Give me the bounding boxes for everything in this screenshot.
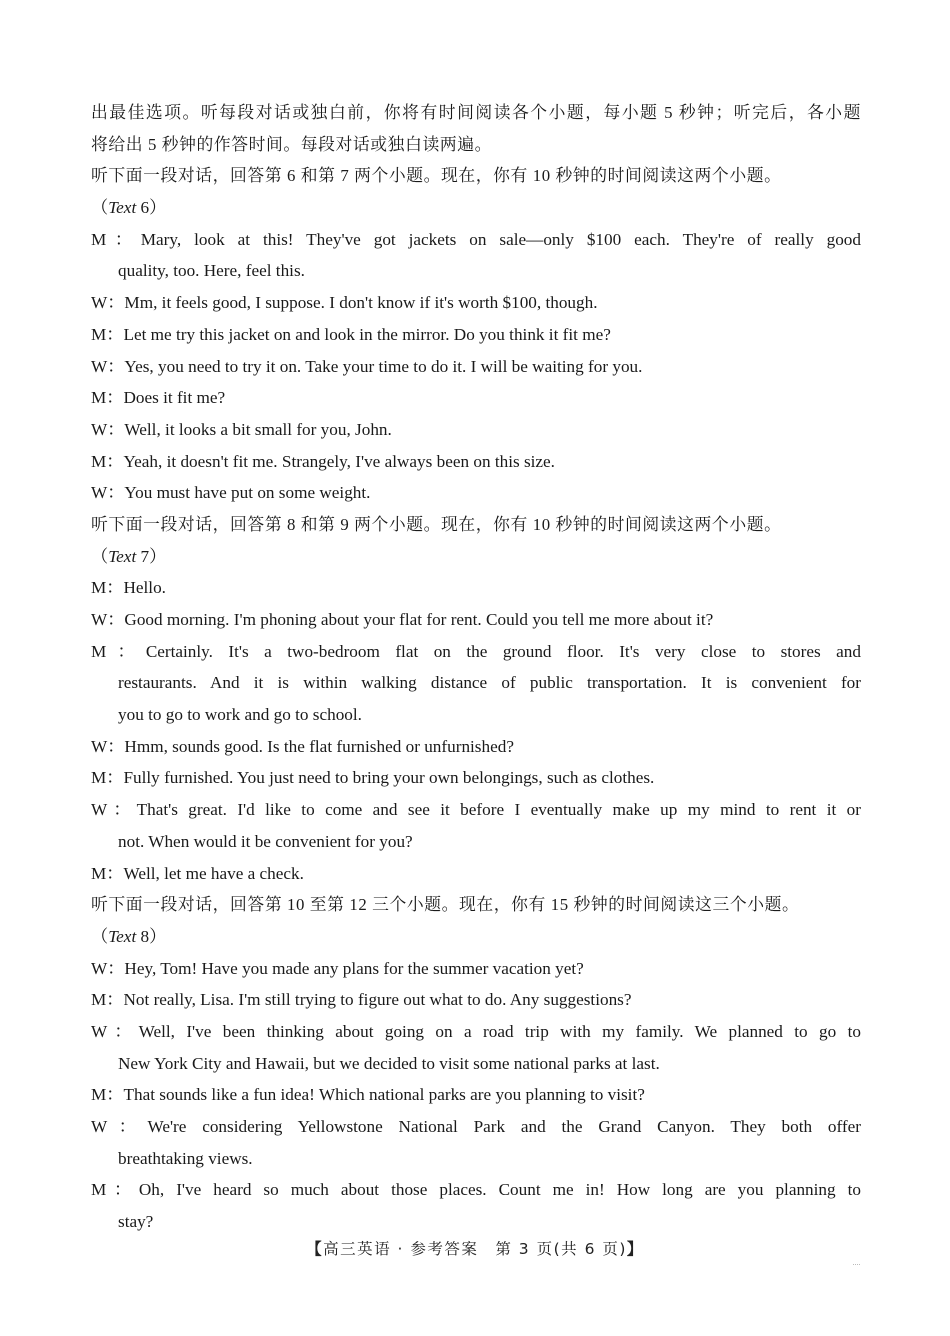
utterance: Yeah, it doesn't fit me. Strangely, I've always been on this size. [123,451,555,471]
dialogue-line [91,351,861,383]
dialogue-line [91,731,861,763]
dialogue-line [91,794,861,826]
dialogue-line [91,858,861,890]
label-number: 7） [136,546,167,566]
utterance: That's great. I'd like to come and see it before I eventually make up my mind to rent it or [136,800,861,820]
dialogue-continuation: stay? [118,1212,154,1232]
dialogue-line [91,1079,861,1111]
utterance: Hmm, sounds good. Is the flat furnished or unfurnished? [124,736,514,756]
paren-open: （ [91,546,109,566]
label-word: Text [108,546,137,566]
dialogue-line [91,984,861,1016]
speaker: M： [91,388,124,408]
utterance: Let me try this jacket on and look in the mirror. Do you think it fit me? [123,324,611,344]
dialogue-line [91,953,861,985]
text7-instruction: 听下面一段对话，回答第 8 和第 9 两个小题。现在，你有 10 秒钟的时间阅读这两个小题。 [91,514,782,534]
dialogue-line [91,446,861,478]
speaker: M： [91,768,124,788]
dialogue-continuation: quality, too. Here, feel this. [118,261,305,281]
utterance: Yes, you need to try it on. Take your time to do it. I will be waiting for you. [124,356,643,376]
text6-instruction: 听下面一段对话，回答第 6 和第 7 两个小题。现在，你有 10 秒钟的时间阅读这两个小题。 [91,166,782,186]
speaker: M： [91,1180,139,1200]
dialogue-line [91,636,861,668]
text8-label [91,921,861,953]
dialogue-continuation: not. When would it be convenient for you? [118,831,413,851]
intro-line-1: 出最佳选项。听每段对话或独白前，你将有时间阅读各个小题，每小题 5 秒钟；听完后，各小题 [91,103,861,122]
utterance: Well, I've been thinking about going on a road trip with my family. We planned to go to [138,1021,861,1041]
footer-text: 高三英语 · 参考答案 第 3 页(共 6 页) [323,1240,627,1258]
speaker: M： [91,1085,124,1105]
utterance: Not really, Lisa. I'm still trying to figure out what to do. Any suggestions? [123,990,632,1010]
dialogue-line [91,287,861,319]
dialogue-line [91,319,861,351]
dialogue-continuation: breathtaking views. [118,1148,253,1168]
label-word: Text [108,926,137,946]
dialogue-line [91,1174,861,1206]
utterance: Certainly. It's a two-bedroom flat on the ground floor. It's very close to stores and [145,641,861,661]
speaker: M： [91,641,146,661]
utterance: Mary, look at this! They've got jackets on sale—only $100 each. They're of really good [140,229,861,249]
label-number: 6） [136,198,167,218]
document-page [91,97,861,1238]
dialogue-line [91,762,861,794]
utterance: You must have put on some weight. [124,483,371,503]
speaker: M： [91,578,124,598]
utterance: Well, let me have a check. [123,863,304,883]
speaker: W： [91,1021,139,1041]
dialogue-line [91,1016,861,1048]
footer-bracket-open: 【 [306,1240,324,1258]
speaker: W： [91,293,125,313]
paren-open: （ [91,198,109,218]
speaker: M： [91,229,141,249]
utterance: Mm, it feels good, I suppose. I don't know if it's worth $100, though. [124,293,598,313]
utterance: Hello. [123,578,166,598]
speaker: W： [91,1117,148,1136]
dialogue-continuation: New York City and Hawaii, but we decided to visit some national parks at last. [118,1053,660,1073]
dialogue-line [91,477,861,509]
utterance: We're considering Yellowstone National Park and the Grand Canyon. They both offer [147,1117,861,1136]
footer-bracket-close: 】 [626,1240,644,1258]
speaker: M： [91,863,124,883]
utterance: Hey, Tom! Have you made any plans for the summer vacation yet? [124,958,584,978]
text8-instruction: 听下面一段对话，回答第 10 至第 12 三个小题。现在，你有 15 秒钟的时间阅读这三个小题。 [91,895,800,915]
dialogue-line [91,1111,861,1143]
speaker: W： [91,419,125,439]
dialogue-line [91,382,861,414]
dialogue-continuation: you to go to work and go to school. [118,705,362,725]
scan-mark [853,1264,860,1266]
label-word: Text [108,198,137,218]
speaker: M： [91,451,124,471]
utterance: Fully furnished. You just need to bring your own belongings, such as clothes. [123,768,655,788]
dialogue-line [91,604,861,636]
label-number: 8） [136,926,167,946]
paren-open: （ [91,926,109,946]
utterance: Does it fit me? [123,388,226,408]
dialogue-line [91,224,861,256]
speaker: W： [91,356,125,376]
page-footer [0,1237,950,1259]
utterance: That sounds like a fun idea! Which national parks are you planning to visit? [123,1085,645,1105]
speaker: W： [91,736,125,756]
utterance: Oh, I've heard so much about those places. Count me in! How long are you planning to [138,1180,861,1200]
utterance: Well, it looks a bit small for you, John. [124,419,392,439]
speaker: W： [91,483,125,503]
speaker: W： [91,610,125,629]
speaker: W： [91,800,137,820]
dialogue-continuation: restaurants. And it is within walking distance of public transportation. It is convenient for [118,673,861,693]
dialogue-line [91,572,861,604]
text7-label [91,541,861,573]
speaker: M： [91,324,124,344]
speaker: W： [91,958,125,978]
dialogue-line [91,414,861,446]
text6-label [91,192,861,224]
utterance: Good morning. I'm phoning about your flat for rent. Could you tell me more about it? [124,610,714,629]
intro-line-2: 将给出 5 秒钟的作答时间。每段对话或独白读两遍。 [91,134,492,154]
speaker: M： [91,990,124,1010]
